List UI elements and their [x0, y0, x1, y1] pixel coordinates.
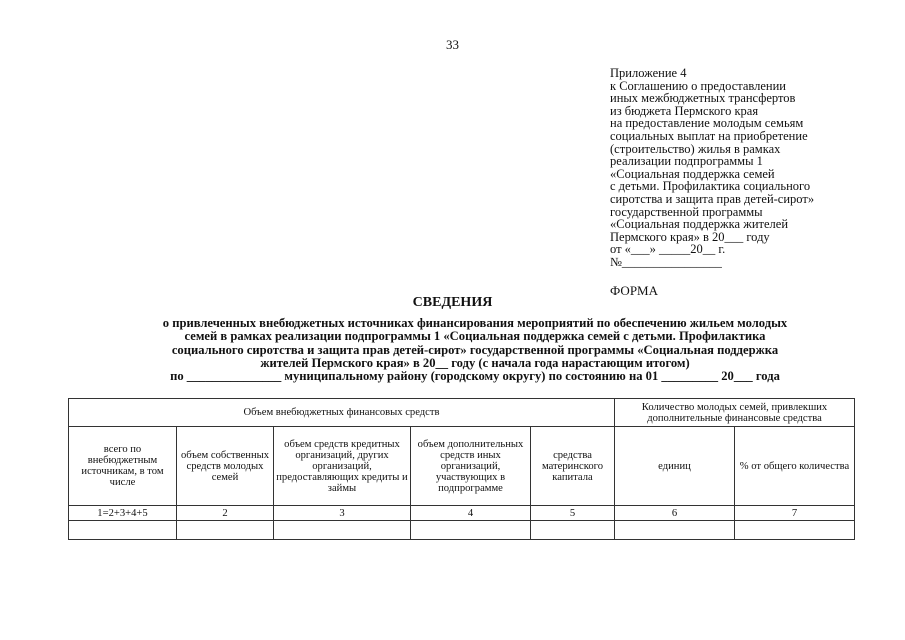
page-number: 33	[446, 37, 459, 52]
appendix-line: «Социальная поддержка жителей	[610, 217, 789, 232]
column-header: всего по внебюджетным источникам, в том числе	[69, 427, 177, 506]
group-header-families: Количество молодых семей, привлекших дополнительные финансовые средства	[615, 399, 855, 427]
appendix-line: Пермского края» в 20___ году	[610, 229, 770, 244]
appendix-line: от «___» _____20__ г.	[610, 242, 726, 257]
column-header: средства материнского капитала	[531, 427, 615, 506]
column-number: 3	[274, 506, 411, 521]
empty-cell	[735, 521, 855, 540]
appendix-line: иных межбюджетных трансфертов	[610, 91, 796, 106]
document-title: СВЕДЕНИЯ	[412, 295, 493, 310]
appendix-line: «Социальная поддержка семей	[610, 166, 775, 181]
column-header: объем собственных средств молодых семей	[177, 427, 274, 506]
empty-cell	[274, 521, 411, 540]
column-header: единиц	[615, 427, 735, 506]
form-label: ФОРМА	[610, 283, 658, 298]
appendix-line: к Соглашению о предоставлении	[610, 78, 787, 93]
appendix-line: на предоставление молодым семьям	[610, 116, 804, 131]
appendix-line: с детьми. Профилактика социального	[610, 179, 811, 194]
subtitle-line: семей в рамках реализации подпрограммы 1 «Социальная поддержка семей с детьми. Профилактика	[184, 329, 766, 344]
empty-cell	[411, 521, 531, 540]
appendix-line: №________________	[610, 254, 722, 269]
document-subtitle	[80, 317, 870, 383]
subtitle-line: социального сиротства и защита прав детей-сирот» государственной программы «Социальная поддержка	[171, 342, 779, 357]
empty-cell	[615, 521, 735, 540]
column-number-row	[69, 506, 855, 521]
column-header: объем средств кредитных организаций, других организаций, предоставляющих кредиты и займы	[274, 427, 411, 506]
empty-cell	[177, 521, 274, 540]
column-number: 1=2+3+4+5	[69, 506, 177, 521]
funding-table	[68, 398, 855, 540]
subtitle-line: жителей Пермского края» в 20__ году (с начала года нарастающим итогом)	[260, 355, 690, 370]
group-header-row	[69, 399, 855, 427]
empty-cell	[69, 521, 177, 540]
appendix-line: из бюджета Пермского края	[610, 103, 759, 118]
column-number: 5	[531, 506, 615, 521]
column-header: % от общего количества	[735, 427, 855, 506]
subtitle-line: о привлеченных внебюджетных источниках финансирования мероприятий по обеспечению жильем молодых	[162, 316, 788, 330]
empty-data-row	[69, 521, 855, 540]
appendix-line: социальных выплат на приобретение	[610, 128, 808, 143]
column-number: 6	[615, 506, 735, 521]
subtitle-line: по _______________ муниципальному району (городскому округу) по состоянию на 01 _________ 20___ года	[170, 369, 780, 384]
appendix-line: государственной программы	[610, 204, 763, 219]
appendix-line: реализации подпрограммы 1	[610, 154, 763, 169]
appendix-block	[610, 67, 900, 269]
appendix-line: (строительство) жилья в рамках	[610, 141, 781, 156]
column-number: 7	[735, 506, 855, 521]
column-number: 2	[177, 506, 274, 521]
appendix-line: Приложение 4	[610, 66, 687, 80]
column-number: 4	[411, 506, 531, 521]
appendix-line: сиротства и защита прав детей-сирот»	[610, 191, 815, 206]
empty-cell	[531, 521, 615, 540]
column-header-row	[69, 427, 855, 506]
column-header: объем дополнительных средств иных организаций, участвующих в подпрограмме	[411, 427, 531, 506]
group-header-funds: Объем внебюджетных финансовых средств	[69, 399, 615, 427]
